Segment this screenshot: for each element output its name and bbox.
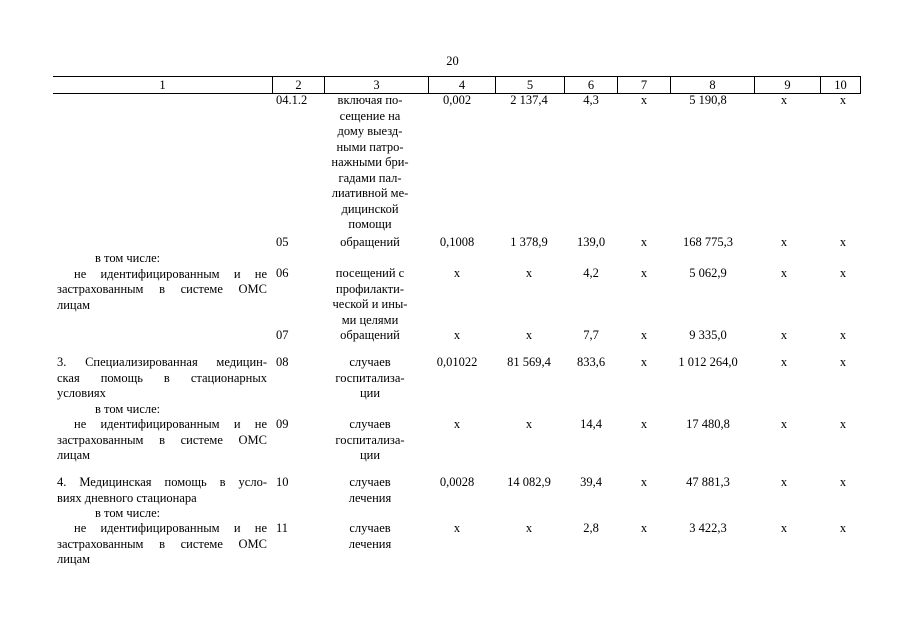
row-code: 09 xyxy=(276,417,289,431)
cell-6: 39,4 xyxy=(580,475,602,489)
column-header-10: 10 xyxy=(820,77,861,93)
cell-9: х xyxy=(780,93,788,107)
cell-7: х xyxy=(640,475,648,489)
cell-9: х xyxy=(780,355,788,369)
cell-7: х xyxy=(640,328,648,342)
row-code: 04.1.2 xyxy=(276,93,308,107)
unit-cell: обращений xyxy=(340,235,400,249)
cell-10: х xyxy=(839,521,847,535)
column-header-6: 6 xyxy=(564,77,617,93)
cell-7: х xyxy=(640,355,648,369)
row-code: 11 xyxy=(276,521,289,535)
unit-cell: обращений xyxy=(340,328,400,342)
cell-5: х xyxy=(525,521,533,535)
column-header-4: 4 xyxy=(428,77,495,93)
cell-4: х xyxy=(453,328,461,342)
unit-cell: включая по- сещение на дому выезд- ными патро- нажными бри- гадами пал- лиативной ме- дицинской помощи xyxy=(331,93,409,231)
cell-4: 0,0028 xyxy=(439,475,475,489)
cell-4: х xyxy=(453,417,461,431)
cell-8: 1 012 264,0 xyxy=(678,355,738,369)
cell-10: х xyxy=(839,355,847,369)
cell-8: 3 422,3 xyxy=(689,521,727,535)
row-name: не идентифицированным и не застрахованным в системе ОМС лицам xyxy=(57,417,267,462)
row-code: 07 xyxy=(276,328,289,342)
cell-6: 7,7 xyxy=(583,328,599,342)
cell-5: х xyxy=(525,328,533,342)
column-header-8: 8 xyxy=(670,77,754,93)
row-name: 4. Медицинская помощь в усло- виях дневного стационара в том числе: xyxy=(57,475,267,520)
cell-6: 139,0 xyxy=(576,235,606,249)
row-code: 06 xyxy=(276,266,289,280)
cell-6: 2,8 xyxy=(583,521,599,535)
column-header-9: 9 xyxy=(754,77,820,93)
unit-cell: случаев лечения xyxy=(348,475,392,505)
cell-7: х xyxy=(640,93,648,107)
cell-8: 5 062,9 xyxy=(689,266,727,280)
cell-5: 14 082,9 xyxy=(507,475,551,489)
cell-10: х xyxy=(839,93,847,107)
table-header-row xyxy=(53,76,861,94)
cell-10: х xyxy=(839,235,847,249)
cell-4: 0,002 xyxy=(442,93,472,107)
row-code: 08 xyxy=(276,355,289,369)
cell-7: х xyxy=(640,521,648,535)
cell-9: х xyxy=(780,266,788,280)
cell-4: 0,01022 xyxy=(436,355,478,369)
cell-8: 9 335,0 xyxy=(689,328,727,342)
cell-9: х xyxy=(780,475,788,489)
cell-6: 4,2 xyxy=(583,266,599,280)
page-number: 20 xyxy=(446,54,459,68)
cell-8: 5 190,8 xyxy=(689,93,727,107)
cell-4: х xyxy=(453,266,461,280)
row-name: не идентифицированным и не застрахованным в системе ОМС лицам xyxy=(57,521,267,566)
unit-cell: посещений с профилакти- ческой и ины- ми целями xyxy=(332,266,408,327)
cell-8: 17 480,8 xyxy=(686,417,730,431)
cell-5: 2 137,4 xyxy=(510,93,548,107)
column-header-3: 3 xyxy=(324,77,428,93)
unit-cell: случаев лечения xyxy=(348,521,392,551)
cell-9: х xyxy=(780,328,788,342)
cell-9: х xyxy=(780,417,788,431)
unit-cell: случаев госпитализа- ции xyxy=(335,355,405,400)
row-code: 05 xyxy=(276,235,289,249)
cell-7: х xyxy=(640,266,648,280)
cell-5: х xyxy=(525,266,533,280)
row-name: в том числе: не идентифицированным и не застрахованным в системе ОМС лицам xyxy=(57,251,267,312)
cell-6: 833,6 xyxy=(576,355,606,369)
cell-10: х xyxy=(839,417,847,431)
cell-4: х xyxy=(453,521,461,535)
column-header-7: 7 xyxy=(617,77,670,93)
column-header-1: 1 xyxy=(159,78,166,92)
cell-5: 1 378,9 xyxy=(510,235,548,249)
cell-10: х xyxy=(839,475,847,489)
cell-10: х xyxy=(839,266,847,280)
cell-10: х xyxy=(839,328,847,342)
cell-9: х xyxy=(780,235,788,249)
cell-9: х xyxy=(780,521,788,535)
cell-7: х xyxy=(640,417,648,431)
cell-8: 47 881,3 xyxy=(686,475,730,489)
column-header-2: 2 xyxy=(272,77,324,93)
cell-8: 168 775,3 xyxy=(683,235,733,249)
cell-7: х xyxy=(640,235,648,249)
column-header-5: 5 xyxy=(495,77,564,93)
row-code: 10 xyxy=(276,475,289,489)
cell-4: 0,1008 xyxy=(439,235,475,249)
cell-5: х xyxy=(525,417,533,431)
cell-6: 14,4 xyxy=(580,417,602,431)
cell-6: 4,3 xyxy=(583,93,599,107)
row-name: 3. Специализированная медицин- ская помощь в стационарных условиях в том числе: xyxy=(57,355,267,416)
cell-5: 81 569,4 xyxy=(507,355,551,369)
unit-cell: случаев госпитализа- ции xyxy=(335,417,405,462)
